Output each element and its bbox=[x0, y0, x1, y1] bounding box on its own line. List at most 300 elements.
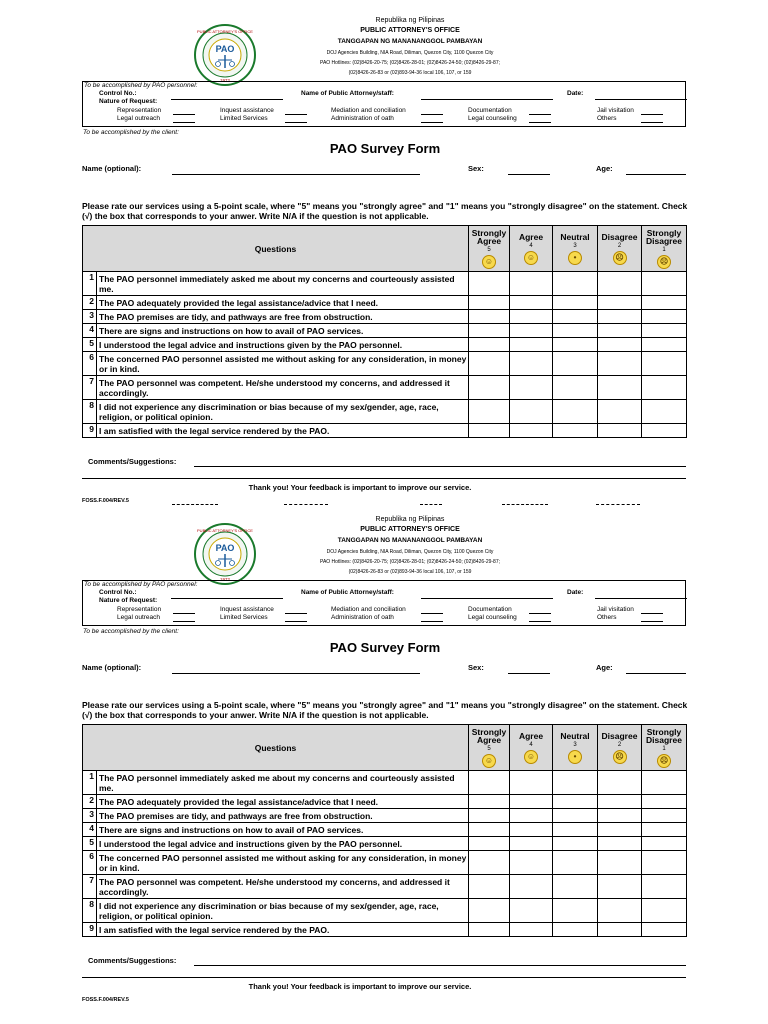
opt-inquest-box[interactable] bbox=[285, 613, 307, 614]
comments-label: Comments/Suggestions: bbox=[88, 956, 177, 965]
opt-others-box[interactable] bbox=[641, 122, 663, 123]
name-field[interactable] bbox=[172, 174, 420, 175]
question-text: The PAO adequately provided the legal assistance/advice that I need. bbox=[97, 296, 469, 310]
office-hotlines: PAO Hotlines: (02)8426-20-75; (02)8426-28-01; (02)8426-24-50; (02)8426-29-87; bbox=[319, 559, 500, 565]
question-text: I understood the legal advice and instructions given by the PAO personnel. bbox=[97, 338, 469, 352]
opt-representation-label: Representation bbox=[117, 107, 162, 114]
survey-table bbox=[82, 724, 687, 937]
attorney-label: Name of Public Attorney/staff: bbox=[301, 90, 394, 97]
table-row bbox=[83, 823, 687, 837]
table-row bbox=[83, 424, 687, 438]
rating-checkbox-1[interactable] bbox=[642, 823, 687, 837]
rating-checkbox-4[interactable] bbox=[510, 272, 553, 296]
name-label: Name (optional): bbox=[82, 164, 142, 173]
control-no-label: Control No.: bbox=[99, 90, 137, 97]
logo-year: 1972 bbox=[219, 78, 231, 83]
pao-seal-logo bbox=[194, 523, 256, 585]
rating-header-5 bbox=[469, 226, 510, 272]
question-number: 3 bbox=[83, 809, 97, 823]
opt-counseling-label: Legal counseling bbox=[468, 115, 517, 122]
office-name-filipino: TANGGAPAN NG MANANANGGOL PAMBAYAN bbox=[337, 38, 483, 45]
date-label: Date: bbox=[567, 589, 584, 596]
table-row bbox=[83, 795, 687, 809]
rating-checkbox-3[interactable] bbox=[553, 310, 598, 324]
republic-text: Republika ng Pilipinas bbox=[375, 516, 445, 523]
question-number: 6 bbox=[83, 851, 97, 875]
rating-checkbox-5[interactable] bbox=[469, 837, 510, 851]
question-number: 2 bbox=[83, 296, 97, 310]
rating-checkbox-1[interactable] bbox=[642, 923, 687, 937]
office-header bbox=[260, 16, 560, 78]
table-row bbox=[83, 352, 687, 376]
rating-checkbox-2[interactable] bbox=[598, 795, 642, 809]
instructions-text: Please rate our services using a 5-point scale, where "5" means you "strongly agree" and "1" means you "strongly disagree" on the statement. Check (√) the box that corresponds to your anwer. Write N/A if the question is not applicable. bbox=[82, 700, 688, 720]
cut-line-3 bbox=[420, 504, 442, 505]
question-text: The PAO personnel immediately asked me about my concerns and courteously assisted me. bbox=[97, 771, 469, 795]
rating-number: 3 bbox=[573, 742, 577, 748]
opt-documentation-label: Documentation bbox=[468, 606, 512, 613]
form-title: PAO Survey Form bbox=[329, 141, 441, 156]
face-icon: ☹ bbox=[613, 251, 627, 265]
rating-number: 5 bbox=[487, 746, 491, 752]
rating-checkbox-2[interactable] bbox=[598, 352, 642, 376]
question-number: 9 bbox=[83, 923, 97, 937]
personnel-section bbox=[82, 580, 686, 626]
personnel-caption: To be accomplished by PAO personnel: bbox=[84, 82, 198, 89]
republic-text: Republika ng Pilipinas bbox=[375, 17, 445, 24]
rating-checkbox-2[interactable] bbox=[598, 923, 642, 937]
opt-mediation-label: Mediation and conciliation bbox=[331, 107, 406, 114]
rating-label: Neutral bbox=[560, 731, 590, 741]
rating-checkbox-2[interactable] bbox=[598, 899, 642, 923]
opt-mediation-box[interactable] bbox=[421, 114, 443, 115]
rating-checkbox-2[interactable] bbox=[598, 400, 642, 424]
rating-checkbox-3[interactable] bbox=[553, 795, 598, 809]
rating-checkbox-1[interactable] bbox=[642, 795, 687, 809]
rating-number: 2 bbox=[617, 742, 622, 748]
opt-outreach-label: Legal outreach bbox=[117, 115, 161, 122]
rating-number: 3 bbox=[573, 243, 577, 249]
question-number: 5 bbox=[83, 837, 97, 851]
office-hotlines-2: (02)8426-26-83 or (02)893-94-36 local 106, 107, or 159 bbox=[348, 569, 472, 575]
cut-line-5 bbox=[596, 504, 640, 505]
rating-checkbox-2[interactable] bbox=[598, 424, 642, 438]
opt-mediation-box[interactable] bbox=[421, 613, 443, 614]
rating-checkbox-2[interactable] bbox=[598, 296, 642, 310]
question-number: 3 bbox=[83, 310, 97, 324]
table-row bbox=[83, 296, 687, 310]
rating-number: 1 bbox=[662, 247, 666, 253]
rating-checkbox-3[interactable] bbox=[553, 352, 598, 376]
rating-checkbox-1[interactable] bbox=[642, 899, 687, 923]
question-text: I did not experience any discrimination or bias because of my sex/gender, age, race, religion, or political opinion. bbox=[97, 899, 469, 923]
attorney-field[interactable] bbox=[421, 99, 553, 100]
question-text: The PAO adequately provided the legal assistance/advice that I need. bbox=[97, 795, 469, 809]
table-row bbox=[83, 851, 687, 875]
rating-checkbox-4[interactable] bbox=[510, 400, 553, 424]
opt-outreach-label: Legal outreach bbox=[117, 614, 161, 621]
age-label: Age: bbox=[596, 663, 613, 672]
rating-checkbox-4[interactable] bbox=[510, 310, 553, 324]
rating-checkbox-5[interactable] bbox=[469, 809, 510, 823]
date-field[interactable] bbox=[595, 99, 687, 100]
rating-checkbox-3[interactable] bbox=[553, 851, 598, 875]
rating-checkbox-1[interactable] bbox=[642, 324, 687, 338]
rating-checkbox-5[interactable] bbox=[469, 400, 510, 424]
rating-checkbox-3[interactable] bbox=[553, 823, 598, 837]
rating-checkbox-3[interactable] bbox=[553, 837, 598, 851]
rating-checkbox-3[interactable] bbox=[553, 272, 598, 296]
comments-field[interactable] bbox=[194, 466, 686, 467]
rating-checkbox-2[interactable] bbox=[598, 324, 642, 338]
rating-checkbox-4[interactable] bbox=[510, 296, 553, 310]
question-text: I am satisfied with the legal service rendered by the PAO. bbox=[97, 424, 469, 438]
rating-label: Strongly Agree bbox=[471, 228, 507, 246]
age-label: Age: bbox=[596, 164, 613, 173]
rating-label: Strongly Disagree bbox=[646, 228, 682, 246]
sex-label: Sex: bbox=[468, 164, 484, 173]
opt-counseling-box[interactable] bbox=[529, 122, 551, 123]
attorney-label: Name of Public Attorney/staff: bbox=[301, 589, 394, 596]
rating-checkbox-5[interactable] bbox=[469, 851, 510, 875]
cut-line-1 bbox=[172, 504, 218, 505]
rating-checkbox-3[interactable] bbox=[553, 809, 598, 823]
office-hotlines: PAO Hotlines: (02)8426-20-75; (02)8426-28-01; (02)8426-24-50; (02)8426-29-87; bbox=[319, 60, 500, 66]
pao-seal-logo bbox=[194, 24, 256, 86]
attorney-field[interactable] bbox=[421, 598, 553, 599]
face-icon: ☹ bbox=[657, 754, 671, 768]
question-number: 4 bbox=[83, 324, 97, 338]
question-text: The PAO personnel immediately asked me about my concerns and courteously assisted me. bbox=[97, 272, 469, 296]
office-address: DOJ Agencies Building, NIA Road, Diliman, Quezon City, 1100 Quezon City bbox=[326, 549, 494, 555]
rating-checkbox-1[interactable] bbox=[642, 771, 687, 795]
rating-checkbox-2[interactable] bbox=[598, 376, 642, 400]
rating-checkbox-4[interactable] bbox=[510, 837, 553, 851]
table-row bbox=[83, 837, 687, 851]
rating-checkbox-1[interactable] bbox=[642, 352, 687, 376]
rating-checkbox-5[interactable] bbox=[469, 771, 510, 795]
rating-checkbox-4[interactable] bbox=[510, 923, 553, 937]
rating-checkbox-4[interactable] bbox=[510, 376, 553, 400]
rating-checkbox-2[interactable] bbox=[598, 837, 642, 851]
question-number: 6 bbox=[83, 352, 97, 376]
rating-checkbox-2[interactable] bbox=[598, 338, 642, 352]
rating-checkbox-3[interactable] bbox=[553, 338, 598, 352]
rating-label: Neutral bbox=[560, 232, 590, 242]
question-number: 1 bbox=[83, 771, 97, 795]
comments-field-line-2[interactable] bbox=[82, 478, 686, 479]
rating-header-3 bbox=[553, 226, 598, 272]
rating-checkbox-4[interactable] bbox=[510, 851, 553, 875]
opt-representation-box[interactable] bbox=[173, 114, 195, 115]
rating-checkbox-5[interactable] bbox=[469, 324, 510, 338]
question-text: I am satisfied with the legal service rendered by the PAO. bbox=[97, 923, 469, 937]
rating-checkbox-1[interactable] bbox=[642, 310, 687, 324]
question-number: 7 bbox=[83, 376, 97, 400]
control-no-field[interactable] bbox=[171, 598, 283, 599]
survey-form-top bbox=[0, 14, 768, 514]
rating-checkbox-3[interactable] bbox=[553, 400, 598, 424]
rating-checkbox-5[interactable] bbox=[469, 352, 510, 376]
rating-label: Agree bbox=[518, 731, 544, 741]
age-field[interactable] bbox=[626, 174, 686, 175]
comments-field-line-2[interactable] bbox=[82, 977, 686, 978]
name-label: Name (optional): bbox=[82, 663, 142, 672]
logo-year: 1972 bbox=[219, 577, 231, 582]
question-text: The PAO premises are tidy, and pathways are free from obstruction. bbox=[97, 809, 469, 823]
opt-mediation-label: Mediation and conciliation bbox=[331, 606, 406, 613]
face-icon: ☺ bbox=[524, 750, 538, 764]
rating-checkbox-2[interactable] bbox=[598, 771, 642, 795]
opt-jail-label: Jail visitation bbox=[597, 107, 634, 114]
cut-line-2 bbox=[284, 504, 328, 505]
rating-number: 5 bbox=[487, 247, 491, 253]
opt-oath-box[interactable] bbox=[421, 122, 443, 123]
comments-field[interactable] bbox=[194, 965, 686, 966]
rating-header-2 bbox=[598, 226, 642, 272]
opt-inquest-box[interactable] bbox=[285, 114, 307, 115]
client-caption: To be accomplished by the client: bbox=[83, 129, 179, 136]
rating-checkbox-5[interactable] bbox=[469, 296, 510, 310]
rating-checkbox-3[interactable] bbox=[553, 324, 598, 338]
form-code: FOSS.F.004/REV.5 bbox=[82, 997, 129, 1003]
opt-inquest-label: Inquest assistance bbox=[220, 606, 274, 613]
question-number: 4 bbox=[83, 823, 97, 837]
rating-checkbox-5[interactable] bbox=[469, 899, 510, 923]
opt-limited-box[interactable] bbox=[285, 122, 307, 123]
rating-checkbox-4[interactable] bbox=[510, 809, 553, 823]
opt-oath-label: Administration of oath bbox=[331, 614, 394, 621]
opt-inquest-label: Inquest assistance bbox=[220, 107, 274, 114]
logo-ring-text: PUBLIC ATTORNEY'S OFFICE bbox=[197, 528, 253, 533]
opt-counseling-label: Legal counseling bbox=[468, 614, 517, 621]
office-name: PUBLIC ATTORNEY'S OFFICE bbox=[360, 27, 460, 34]
opt-others-label: Others bbox=[597, 614, 617, 621]
control-no-label: Control No.: bbox=[99, 589, 137, 596]
face-icon: • bbox=[568, 750, 582, 764]
office-address: DOJ Agencies Building, NIA Road, Diliman, Quezon City, 1100 Quezon City bbox=[326, 50, 494, 56]
rating-header-3 bbox=[553, 725, 598, 771]
logo-text: PAO bbox=[215, 44, 235, 54]
rating-number: 2 bbox=[617, 243, 622, 249]
table-row bbox=[83, 899, 687, 923]
rating-checkbox-5[interactable] bbox=[469, 823, 510, 837]
rating-header-4 bbox=[510, 725, 553, 771]
rating-checkbox-1[interactable] bbox=[642, 424, 687, 438]
rating-checkbox-4[interactable] bbox=[510, 352, 553, 376]
rating-checkbox-4[interactable] bbox=[510, 771, 553, 795]
table-row bbox=[83, 875, 687, 899]
opt-documentation-box[interactable] bbox=[529, 613, 551, 614]
opt-others-box[interactable] bbox=[641, 621, 663, 622]
rating-checkbox-5[interactable] bbox=[469, 424, 510, 438]
opt-outreach-box[interactable] bbox=[173, 122, 195, 123]
question-text: I did not experience any discrimination or bias because of my sex/gender, age, race, religion, or political opinion. bbox=[97, 400, 469, 424]
face-icon: ☺ bbox=[482, 754, 496, 768]
form-title: PAO Survey Form bbox=[329, 640, 441, 655]
name-field[interactable] bbox=[172, 673, 420, 674]
rating-header-1 bbox=[642, 725, 687, 771]
rating-checkbox-2[interactable] bbox=[598, 875, 642, 899]
sex-label: Sex: bbox=[468, 663, 484, 672]
table-row bbox=[83, 400, 687, 424]
opt-counseling-box[interactable] bbox=[529, 621, 551, 622]
cut-line-4 bbox=[502, 504, 548, 505]
survey-form-bottom bbox=[0, 513, 768, 1013]
opt-limited-label: Limited Services bbox=[220, 614, 268, 621]
rating-checkbox-4[interactable] bbox=[510, 424, 553, 438]
rating-checkbox-4[interactable] bbox=[510, 823, 553, 837]
age-field[interactable] bbox=[626, 673, 686, 674]
opt-representation-label: Representation bbox=[117, 606, 162, 613]
question-number: 8 bbox=[83, 400, 97, 424]
rating-checkbox-2[interactable] bbox=[598, 823, 642, 837]
face-icon: ☹ bbox=[657, 255, 671, 269]
question-text: The PAO premises are tidy, and pathways are free from obstruction. bbox=[97, 310, 469, 324]
survey-table bbox=[82, 225, 687, 438]
rating-checkbox-4[interactable] bbox=[510, 324, 553, 338]
rating-checkbox-3[interactable] bbox=[553, 376, 598, 400]
question-text: The PAO personnel was competent. He/she understood my concerns, and addressed it accordingly. bbox=[97, 875, 469, 899]
personnel-caption: To be accomplished by PAO personnel: bbox=[84, 581, 198, 588]
rating-checkbox-5[interactable] bbox=[469, 272, 510, 296]
question-text: The concerned PAO personnel assisted me without asking for any consideration, in money or in kind. bbox=[97, 851, 469, 875]
question-number: 5 bbox=[83, 338, 97, 352]
thank-you-note: Thank you! Your feedback is important to improve our service. bbox=[248, 483, 472, 492]
personnel-section bbox=[82, 81, 686, 127]
sex-field[interactable] bbox=[508, 673, 550, 674]
rating-checkbox-3[interactable] bbox=[553, 923, 598, 937]
rating-checkbox-1[interactable] bbox=[642, 875, 687, 899]
opt-others-label: Others bbox=[597, 115, 617, 122]
question-text: The PAO personnel was competent. He/she understood my concerns, and addressed it accordingly. bbox=[97, 376, 469, 400]
rating-header-4 bbox=[510, 226, 553, 272]
rating-checkbox-5[interactable] bbox=[469, 923, 510, 937]
thank-you-note: Thank you! Your feedback is important to improve our service. bbox=[248, 982, 472, 991]
rating-checkbox-2[interactable] bbox=[598, 310, 642, 324]
logo-text: PAO bbox=[215, 543, 235, 553]
rating-checkbox-3[interactable] bbox=[553, 899, 598, 923]
face-icon: • bbox=[568, 251, 582, 265]
office-name: PUBLIC ATTORNEY'S OFFICE bbox=[360, 526, 460, 533]
opt-documentation-box[interactable] bbox=[529, 114, 551, 115]
rating-label: Strongly Disagree bbox=[646, 727, 682, 745]
rating-header-5 bbox=[469, 725, 510, 771]
face-icon: ☺ bbox=[524, 251, 538, 265]
comments-label: Comments/Suggestions: bbox=[88, 457, 177, 466]
questions-header: Questions bbox=[83, 725, 469, 771]
rating-checkbox-1[interactable] bbox=[642, 272, 687, 296]
question-number: 2 bbox=[83, 795, 97, 809]
question-number: 9 bbox=[83, 424, 97, 438]
question-number: 8 bbox=[83, 899, 97, 923]
question-number: 7 bbox=[83, 875, 97, 899]
date-label: Date: bbox=[567, 90, 584, 97]
instructions-text: Please rate our services using a 5-point scale, where "5" means you "strongly agree" and "1" means you "strongly disagree" on the statement. Check (√) the box that corresponds to your anwer. Write N/A if the question is not applicable. bbox=[82, 201, 688, 221]
questions-header: Questions bbox=[83, 226, 469, 272]
rating-number: 4 bbox=[529, 742, 533, 748]
rating-checkbox-5[interactable] bbox=[469, 875, 510, 899]
rating-checkbox-5[interactable] bbox=[469, 338, 510, 352]
office-hotlines-2: (02)8426-26-83 or (02)893-94-36 local 106, 107, or 159 bbox=[348, 70, 472, 76]
sex-field[interactable] bbox=[508, 174, 550, 175]
nature-label: Nature of Request: bbox=[99, 98, 158, 105]
rating-label: Strongly Agree bbox=[471, 727, 507, 745]
rating-checkbox-4[interactable] bbox=[510, 899, 553, 923]
table-row bbox=[83, 771, 687, 795]
table-row bbox=[83, 310, 687, 324]
opt-documentation-label: Documentation bbox=[468, 107, 512, 114]
table-row bbox=[83, 338, 687, 352]
table-row bbox=[83, 923, 687, 937]
opt-jail-box[interactable] bbox=[641, 613, 663, 614]
rating-checkbox-3[interactable] bbox=[553, 875, 598, 899]
control-no-field[interactable] bbox=[171, 99, 283, 100]
table-row bbox=[83, 272, 687, 296]
rating-checkbox-1[interactable] bbox=[642, 837, 687, 851]
rating-checkbox-4[interactable] bbox=[510, 338, 553, 352]
opt-oath-box[interactable] bbox=[421, 621, 443, 622]
opt-jail-box[interactable] bbox=[641, 114, 663, 115]
rating-checkbox-1[interactable] bbox=[642, 400, 687, 424]
rating-checkbox-5[interactable] bbox=[469, 795, 510, 809]
table-row bbox=[83, 809, 687, 823]
rating-checkbox-2[interactable] bbox=[598, 809, 642, 823]
question-number: 1 bbox=[83, 272, 97, 296]
rating-number: 4 bbox=[529, 243, 533, 249]
rating-checkbox-1[interactable] bbox=[642, 296, 687, 310]
opt-representation-box[interactable] bbox=[173, 613, 195, 614]
rating-checkbox-5[interactable] bbox=[469, 376, 510, 400]
form-code: FOSS.F.004/REV.5 bbox=[82, 498, 129, 504]
rating-checkbox-4[interactable] bbox=[510, 795, 553, 809]
rating-header-1 bbox=[642, 226, 687, 272]
rating-checkbox-5[interactable] bbox=[469, 310, 510, 324]
date-field[interactable] bbox=[595, 598, 687, 599]
nature-label: Nature of Request: bbox=[99, 597, 158, 604]
question-text: The concerned PAO personnel assisted me without asking for any consideration, in money or in kind. bbox=[97, 352, 469, 376]
office-header bbox=[260, 515, 560, 577]
question-text: There are signs and instructions on how to avail of PAO services. bbox=[97, 823, 469, 837]
client-caption: To be accomplished by the client: bbox=[83, 628, 179, 635]
opt-limited-label: Limited Services bbox=[220, 115, 268, 122]
rating-number: 1 bbox=[662, 746, 666, 752]
face-icon: ☹ bbox=[613, 750, 627, 764]
rating-checkbox-1[interactable] bbox=[642, 809, 687, 823]
rating-checkbox-2[interactable] bbox=[598, 851, 642, 875]
rating-checkbox-3[interactable] bbox=[553, 296, 598, 310]
rating-label: Agree bbox=[518, 232, 544, 242]
face-icon: ☺ bbox=[482, 255, 496, 269]
rating-checkbox-2[interactable] bbox=[598, 272, 642, 296]
question-text: I understood the legal advice and instructions given by the PAO personnel. bbox=[97, 837, 469, 851]
question-text: There are signs and instructions on how to avail of PAO services. bbox=[97, 324, 469, 338]
rating-checkbox-1[interactable] bbox=[642, 338, 687, 352]
rating-checkbox-3[interactable] bbox=[553, 424, 598, 438]
rating-checkbox-3[interactable] bbox=[553, 771, 598, 795]
rating-checkbox-4[interactable] bbox=[510, 875, 553, 899]
opt-outreach-box[interactable] bbox=[173, 621, 195, 622]
rating-checkbox-1[interactable] bbox=[642, 851, 687, 875]
rating-label: Disagree bbox=[601, 731, 638, 741]
rating-checkbox-1[interactable] bbox=[642, 376, 687, 400]
table-row bbox=[83, 324, 687, 338]
rating-label: Disagree bbox=[601, 232, 638, 242]
opt-jail-label: Jail visitation bbox=[597, 606, 634, 613]
office-name-filipino: TANGGAPAN NG MANANANGGOL PAMBAYAN bbox=[337, 537, 483, 544]
table-row bbox=[83, 376, 687, 400]
opt-limited-box[interactable] bbox=[285, 621, 307, 622]
